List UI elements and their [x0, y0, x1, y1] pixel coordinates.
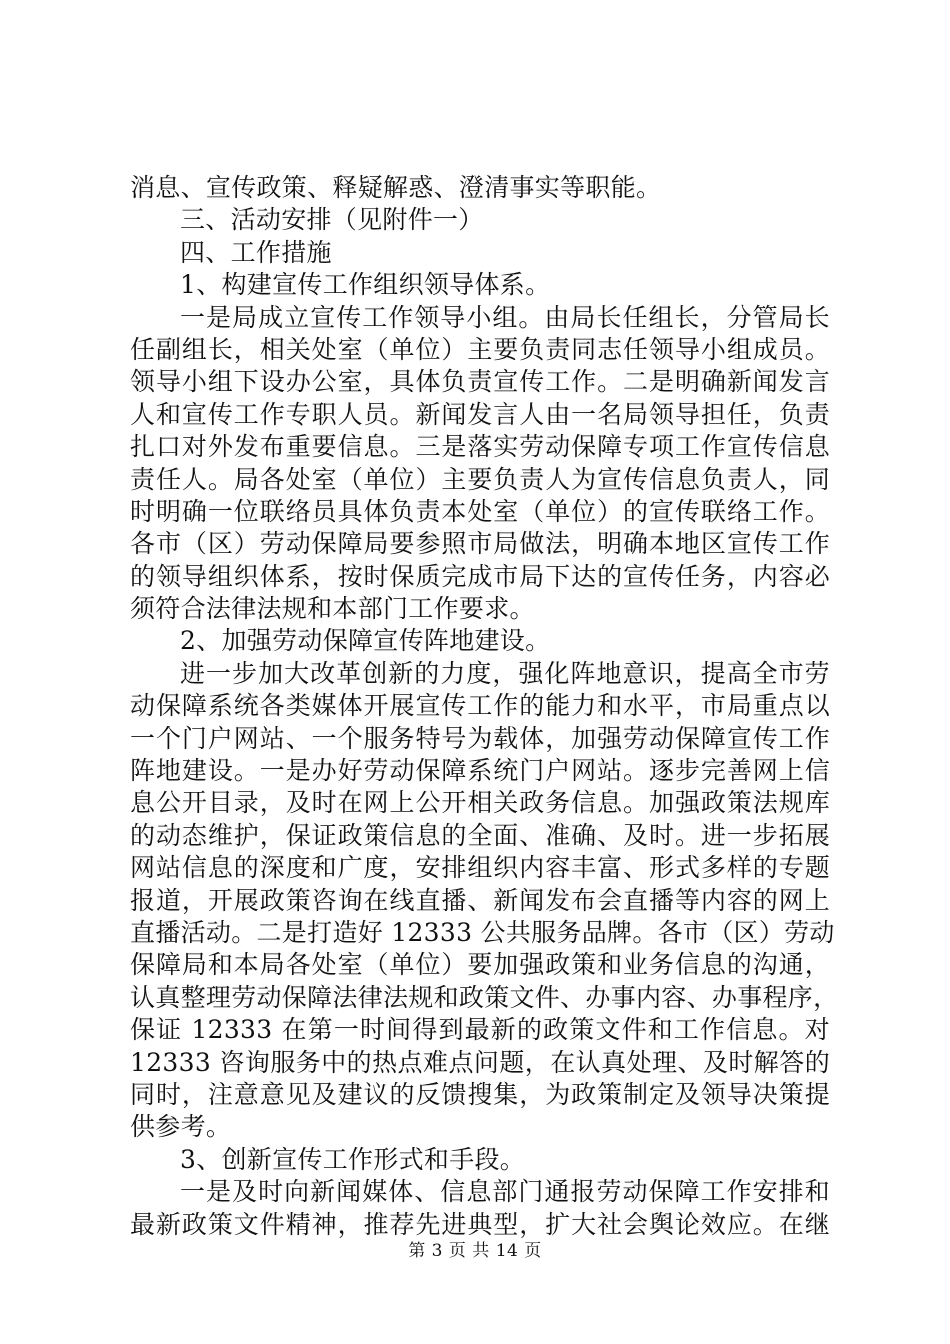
paragraph-line: 领导小组下设办公室，具体负责宣传工作。二是明确新闻发言 — [130, 367, 830, 397]
paragraph-line: 供参考。 — [130, 1112, 232, 1142]
paragraph-line: 最新政策文件精神，推荐先进典型，扩大社会舆论效应。在继 — [130, 1209, 830, 1239]
paragraph-line: 一是局成立宣传工作领导小组。由局长任组长，分管局长 — [180, 302, 830, 332]
page-footer — [0, 1241, 950, 1261]
paragraph-line: 动保障系统各类媒体开展宣传工作的能力和水平，市局重点以 — [130, 691, 830, 721]
paragraph-line: 的领导组织体系，按时保质完成市局下达的宣传任务，内容必 — [130, 561, 830, 591]
paragraph-line: 3、创新宣传工作形式和手段。 — [180, 1144, 526, 1174]
paragraph-line: 网站信息的深度和广度，安排组织内容丰富、形式多样的专题 — [130, 853, 830, 883]
paragraph-line: 一个门户网站、一个服务特号为载体，加强劳动保障宣传工作 — [130, 723, 830, 753]
paragraph-line: 时明确一位联络员具体负责本处室（单位）的宣传联络工作。 — [130, 496, 830, 526]
paragraph-line: 消息、宣传政策、释疑解惑、澄清事实等职能。 — [130, 173, 662, 202]
paragraph-line: 保证 12333 在第一时间得到最新的政策文件和工作信息。对 — [130, 1015, 830, 1045]
paragraph-line: 进一步加大改革创新的力度，强化阵地意识，提高全市劳 — [180, 658, 830, 688]
paragraph-line: 1、构建宣传工作组织领导体系。 — [180, 270, 551, 300]
paragraph-line: 报道，开展政策咨询在线直播、新闻发布会直播等内容的网上 — [130, 885, 830, 915]
paragraph-line: 责任人。局各处室（单位）主要负责人为宣传信息负责人，同 — [130, 464, 830, 494]
paragraph-line: 三、活动安排（见附件一） — [180, 205, 484, 235]
paragraph-line: 阵地建设。一是办好劳动保障系统门户网站。逐步完善网上信 — [130, 756, 830, 786]
paragraph-line: 的动态维护，保证政策信息的全面、准确、及时。进一步拓展 — [130, 820, 830, 850]
paragraph-line: 扎口对外发布重要信息。三是落实劳动保障专项工作宣传信息 — [130, 432, 830, 462]
paragraph-line: 任副组长，相关处室（单位）主要负责同志任领导小组成员。 — [130, 334, 830, 364]
paragraph-line: 同时，注意意见及建议的反馈搜集，为政策制定及领导决策提 — [130, 1079, 830, 1109]
paragraph-line: 认真整理劳动保障法律法规和政策文件、办事内容、办事程序， — [130, 982, 839, 1012]
paragraph-line: 2、加强劳动保障宣传阵地建设。 — [180, 626, 551, 656]
paragraph-line: 一是及时向新闻媒体、信息部门通报劳动保障工作安排和 — [180, 1177, 830, 1207]
paragraph-line: 保障局和本局各处室（单位）要加强政策和业务信息的沟通， — [130, 950, 830, 980]
paragraph-line: 12333 咨询服务中的热点难点问题，在认真处理、及时解答的 — [130, 1047, 830, 1077]
page-number-label: 第 3 页 共 14 页 — [408, 1241, 542, 1261]
paragraph-line: 四、工作措施 — [180, 237, 332, 267]
paragraph-line: 须符合法律法规和本部门工作要求。 — [130, 594, 535, 624]
document-body — [130, 172, 839, 1241]
paragraph-line: 息公开目录，及时在网上公开相关政务信息。加强政策法规库 — [130, 788, 830, 818]
paragraph-line: 直播活动。二是打造好 12333 公共服务品牌。各市（区）劳动 — [130, 917, 835, 947]
paragraph-line: 人和宣传工作专职人员。新闻发言人由一名局领导担任，负责 — [130, 399, 830, 429]
paragraph-line: 各市（区）劳动保障局要参照市局做法，明确本地区宣传工作 — [130, 529, 830, 559]
